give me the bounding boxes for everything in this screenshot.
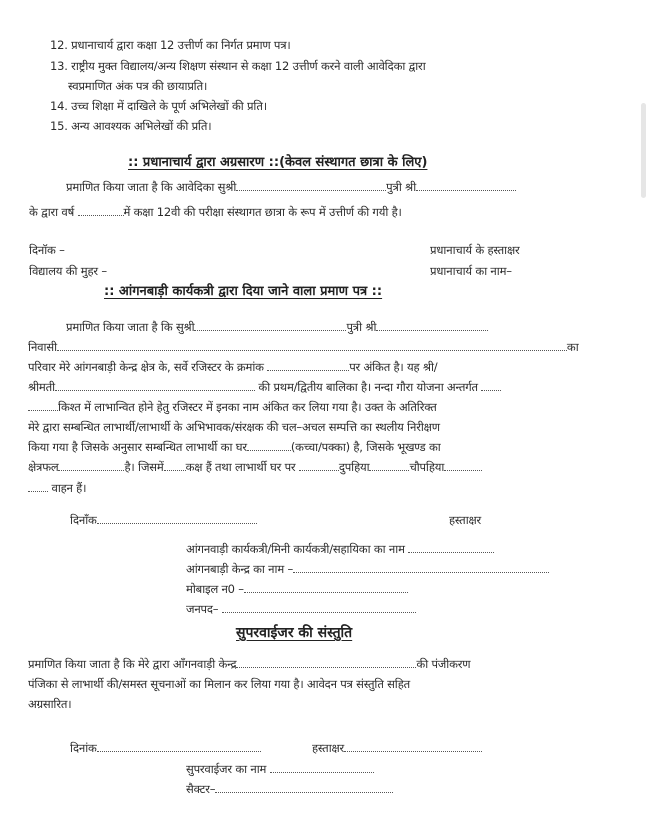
supervisor-line-2: पंजिका से लाभार्थी की/समस्त सूचनाओं का मिलान कर लिया गया है। आवेदन पत्र संस्तुति सहित xyxy=(28,677,410,691)
text: के द्वारा वर्ष xyxy=(29,205,78,219)
text: किश्त में लाभान्वित होने हेतु रजिस्टर में इनका नाम अंकित कर लिया गया है। उक्त के अतिरिक्त xyxy=(58,400,437,414)
principal-heading: :: प्रधानाचार्य द्वारा अग्रसारण ::(केवल संस्थागत छात्रा के लिए) xyxy=(128,155,428,170)
vehicle-field[interactable] xyxy=(444,460,482,471)
text: किया गया है जिसके अनुसार सम्बन्धित लाभार्थी का घर xyxy=(28,440,247,454)
text: सैक्टर– xyxy=(186,782,216,796)
text: सुपरवाईजर का नाम xyxy=(186,762,270,776)
four-wheeler-field[interactable] xyxy=(369,460,409,471)
serial-number-field[interactable] xyxy=(267,360,349,371)
centre-name-row xyxy=(186,562,549,576)
anganwadi-line-6: मेरे द्वारा सम्बन्धित लाभार्थी/लाभार्थी के अभिभावक/संरक्षक की चल–अचल सम्पत्ति का स्थलीय निरीक्षण xyxy=(28,420,440,434)
list-item-12: 12. प्रधानाचार्य द्वारा कक्षा 12 उत्तीर्ण का निर्गत प्रमाण पत्र। xyxy=(50,38,291,52)
text: है। जिसमें xyxy=(124,460,164,474)
text: का xyxy=(566,340,579,354)
list-item-13: 13. राष्ट्रीय मुक्त विद्यालय/अन्य शिक्षण संस्थान से कक्षा 12 उत्तीर्ण करने वाली आवेदिका द्वारा xyxy=(50,59,426,73)
supervisor-signature-field[interactable] xyxy=(344,741,482,752)
anganwadi-line-9 xyxy=(28,481,86,495)
supervisor-line-1 xyxy=(28,657,470,671)
rooms-field[interactable] xyxy=(164,460,186,471)
text: प्रमाणित किया जाता है कि आवेदिका सुश्री xyxy=(66,180,237,194)
anganwadi-line-7 xyxy=(28,440,441,454)
supervisor-line-3: अग्रसारित। xyxy=(28,697,72,711)
text: चौपहिया xyxy=(409,460,445,474)
anganwadi-date-field[interactable] xyxy=(97,513,257,524)
supervisor-signature-row xyxy=(312,741,482,755)
anganwadi-line-1 xyxy=(66,320,590,334)
sector-row xyxy=(186,782,393,796)
area-field[interactable] xyxy=(58,460,124,471)
text: श्रीमती xyxy=(28,380,55,394)
two-wheeler-field[interactable] xyxy=(299,460,339,471)
text: (कच्चा/पक्का) है, जिसके भूखण्ड का xyxy=(290,440,441,454)
school-seal-label: विद्यालय की मुहर – xyxy=(29,264,107,278)
text: परिवार मेरे आंगनबाड़ी केन्द्र क्षेत्र के, सर्वे रजिस्टर के क्रमांक xyxy=(28,360,268,374)
residence-field[interactable] xyxy=(57,340,567,351)
girl-name-field[interactable] xyxy=(194,320,346,331)
anganwadi-line-3 xyxy=(28,360,437,374)
text: प्रमाणित किया जाता है कि मेरे द्वारा ऑंगनवाड़ी केन्द्र xyxy=(28,657,237,671)
supervisor-date-field[interactable] xyxy=(97,741,261,752)
worker-name-field[interactable] xyxy=(408,542,494,553)
sector-field[interactable] xyxy=(215,782,393,793)
list-item-13-continued: स्वप्रमाणित अंक पत्र की छायाप्रति। xyxy=(68,79,208,93)
text: जनपद– xyxy=(186,602,222,616)
mother-name-field[interactable] xyxy=(55,380,255,391)
father-name-field[interactable] xyxy=(416,180,516,191)
district-row xyxy=(186,602,416,616)
instalment-field-cont[interactable] xyxy=(28,400,58,411)
text: कक्ष हैं तथा लाभार्थी घर पर xyxy=(185,460,299,474)
mobile-field[interactable] xyxy=(244,582,408,593)
principal-date-label: दिनॉक – xyxy=(29,243,65,257)
district-field[interactable] xyxy=(222,602,416,613)
supervisor-heading: सुपरवाईजर की संस्तुति xyxy=(236,625,353,641)
vertical-scrollbar[interactable] xyxy=(641,103,646,198)
worker-name-row xyxy=(186,542,494,556)
text: आंगनवाड़ी कार्यकत्री/मिनी कार्यकत्री/सहायिका का नाम xyxy=(186,542,409,556)
anganwadi-line-4 xyxy=(28,380,501,394)
text: दुपहिया xyxy=(338,460,370,474)
mobile-row xyxy=(186,582,408,596)
anganwadi-line-2 xyxy=(28,340,590,354)
list-item-15: 15. अन्य आवश्यक अभिलेखों की प्रति। xyxy=(50,119,212,133)
anganwadi-line-5 xyxy=(28,400,437,414)
principal-line-2 xyxy=(29,205,402,219)
centre-name-field[interactable] xyxy=(293,562,549,573)
text: पुत्री श्री xyxy=(346,320,377,334)
anganwadi-line-8 xyxy=(28,460,482,474)
text: क्षेत्रफल xyxy=(28,460,59,474)
principal-signature-label: प्रधानाचार्य के हस्ताक्षर xyxy=(430,243,520,257)
anganwadi-signature-label: हस्ताक्षर xyxy=(449,513,482,527)
father-name-field[interactable] xyxy=(376,320,488,331)
applicant-name-field[interactable] xyxy=(236,180,386,191)
text: निवासी xyxy=(28,340,57,354)
text: पुत्री श्री xyxy=(386,180,416,194)
supervisor-name-field[interactable] xyxy=(270,762,374,773)
text: पर अंकित है। यह श्री/ xyxy=(349,360,438,374)
supervisor-name-row xyxy=(186,762,374,776)
text: दिनांक xyxy=(70,741,97,755)
principal-name-label: प्रधानाचार्य का नाम– xyxy=(430,264,512,278)
anganwadi-heading: :: आंगनबाड़ी कार्यकत्री द्वारा दिया जाने वाला प्रमाण पत्र :: xyxy=(104,284,383,299)
year-field[interactable] xyxy=(78,205,124,216)
instalment-field[interactable] xyxy=(481,380,501,391)
text: मोबाइल न0 – xyxy=(186,582,244,596)
supervisor-date-row xyxy=(70,741,261,755)
text: दिनॉंक xyxy=(70,513,97,527)
list-item-14: 14. उच्च शिक्षा में दाखिले के पूर्ण अभिलेखों की प्रति। xyxy=(50,99,267,113)
text: की प्रथम/द्वितीय बालिका है। नन्दा गौरा योजना अन्तर्गत xyxy=(254,380,482,394)
text: में कक्षा 12वी की परीक्षा संस्थागत छात्रा के रूप में उत्तीर्ण की गयी है। xyxy=(123,205,402,219)
text: हस्ताक्षर xyxy=(312,741,345,755)
text: आंगनबाड़ी केन्द्र का नाम – xyxy=(186,562,293,576)
anganwadi-centre-field[interactable] xyxy=(236,657,416,668)
principal-line-1 xyxy=(66,180,516,194)
anganwadi-date-row xyxy=(70,513,257,527)
text: प्रमाणित किया जाता है कि सुश्री xyxy=(66,320,195,334)
house-type-field[interactable] xyxy=(247,440,291,451)
vehicle-field-cont[interactable] xyxy=(28,481,48,492)
text: वाहन हैं। xyxy=(48,481,87,495)
text: की पंजीकरण xyxy=(416,657,471,671)
